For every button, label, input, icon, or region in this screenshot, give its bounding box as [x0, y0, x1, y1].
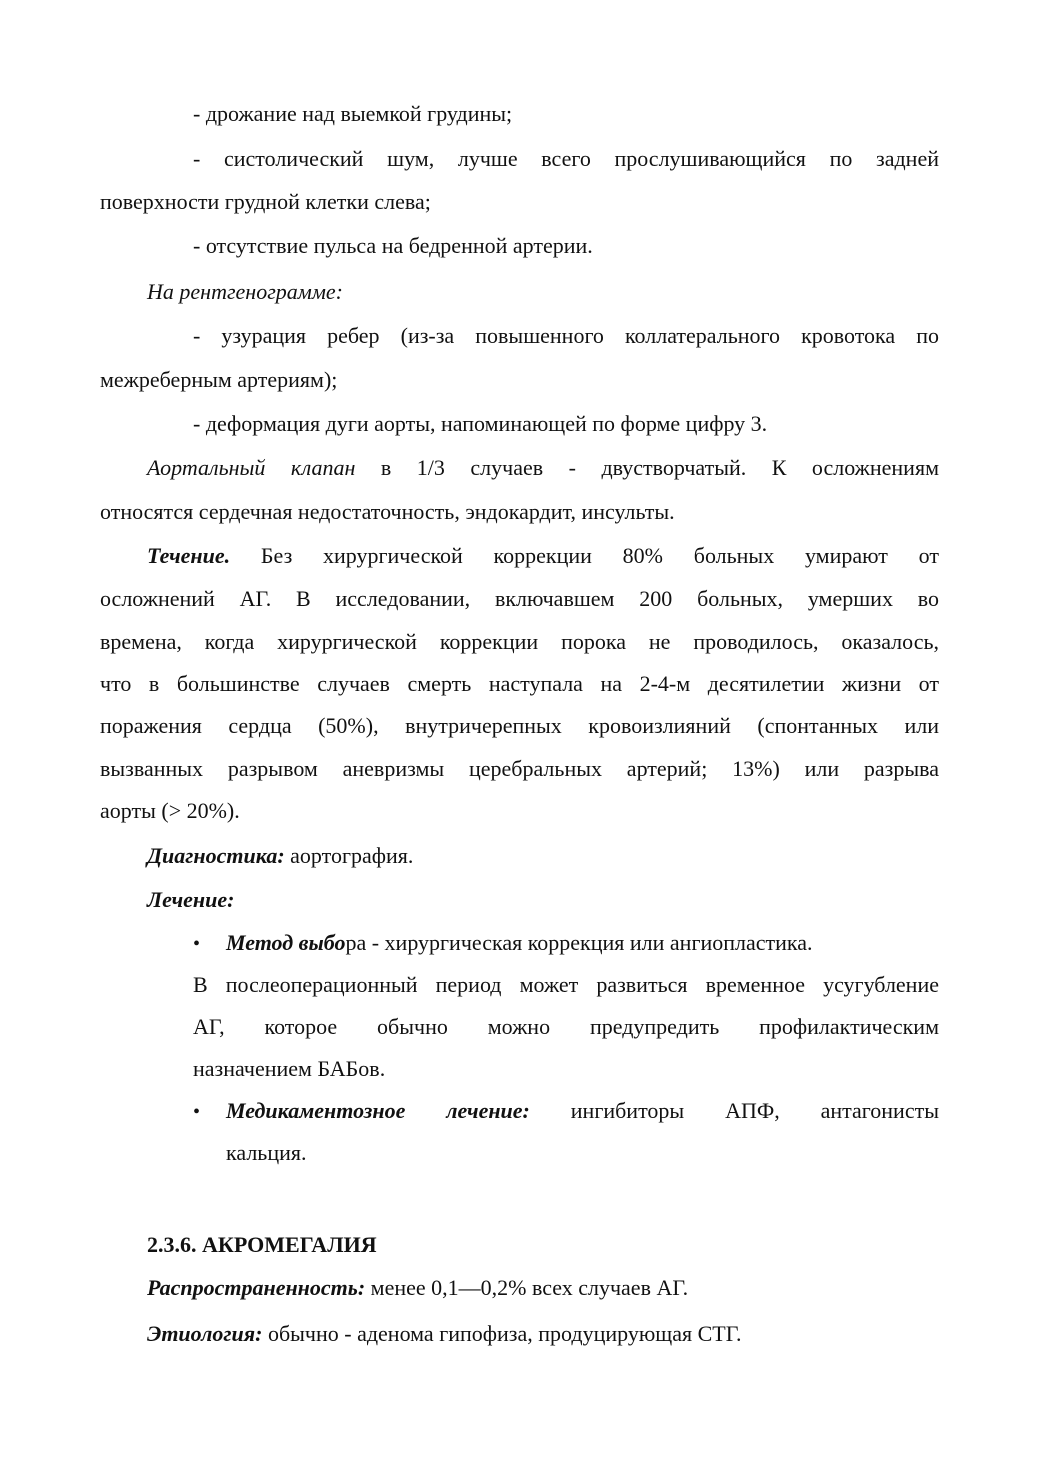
- text-line: поражения сердца (50%), внутричерепных кровоизлияний (спонтанных или: [100, 713, 939, 738]
- text-span: ингибиторы АПФ, антагонисты: [529, 1098, 939, 1123]
- term-aortic-valve: Аортальный клапан: [147, 455, 356, 480]
- text-line: - деформация дуги аорты, напоминающей по форме цифру 3.: [193, 411, 768, 436]
- text-span: обычно - аденома гипофиза, продуцирующая СТГ.: [262, 1321, 742, 1346]
- text-span: Без хирургической коррекции 80% больных умирают от: [230, 543, 939, 568]
- section-label-course: Течение.: [147, 543, 231, 568]
- text-line: времена, когда хирургической коррекции порока не проводилось, оказалось,: [100, 629, 939, 654]
- text-line: В послеоперационный период может развиться временное усугубление: [193, 972, 939, 997]
- list-item: [226, 929, 813, 957]
- text-line: [147, 842, 413, 870]
- section-label-prevalence: Распространенность:: [147, 1275, 366, 1300]
- bullet-marker: •: [193, 1101, 201, 1123]
- text-span: ра - хирургическая коррекция или ангиопластика.: [345, 930, 813, 955]
- text-line: межреберным артериям);: [100, 367, 338, 392]
- section-label-etiology: Этиология:: [147, 1321, 263, 1346]
- section-heading: 2.3.6. АКРОМЕГАЛИЯ: [147, 1232, 377, 1257]
- text-line: - узурация ребер (из-за повышенного коллатерального кровотока по: [193, 323, 939, 348]
- text-line: осложнений АГ. В исследовании, включавшем 200 больных, умерших во: [100, 586, 939, 611]
- text-line: поверхности грудной клетки слева;: [100, 189, 431, 214]
- text-line: вызванных разрывом аневризмы церебральных артерий; 13%) или разрыва: [100, 756, 939, 781]
- text-line: АГ, которое обычно можно предупредить профилактическим: [193, 1014, 939, 1039]
- text-line: относятся сердечная недостаточность, эндокардит, инсульты.: [100, 499, 675, 524]
- subheading-xray: На рентгенограмме:: [147, 279, 343, 304]
- bullet-marker: •: [193, 933, 201, 955]
- list-item: [226, 1097, 939, 1125]
- text-line: [147, 1274, 688, 1302]
- text-line: - отсутствие пульса на бедренной артерии.: [193, 233, 593, 258]
- term-method: Метод выбо: [226, 930, 346, 955]
- text-line: [147, 1320, 741, 1348]
- text-span: аортография.: [284, 843, 414, 868]
- text-line: [147, 542, 939, 570]
- text-line: аорты (> 20%).: [100, 798, 240, 823]
- text-line: - дрожание над выемкой грудины;: [193, 101, 513, 126]
- text-line: кальция.: [226, 1140, 307, 1165]
- text-line: назначением БАБов.: [193, 1056, 386, 1081]
- term-medication: Медикаментозное лечение:: [226, 1098, 530, 1123]
- text-line: что в большинстве случаев смерть наступала на 2-4-м десятилетии жизни от: [100, 671, 939, 696]
- text-span: менее 0,1—0,2% всех случаев АГ.: [365, 1275, 689, 1300]
- text-line: [147, 454, 939, 482]
- text-span: в 1/3 случаев - двустворчатый. К осложнениям: [355, 455, 939, 480]
- section-label-treatment: Лечение:: [147, 887, 235, 912]
- section-label-diagnostics: Диагностика:: [147, 843, 285, 868]
- text-line: - систолический шум, лучше всего прослушивающийся по задней: [193, 146, 939, 171]
